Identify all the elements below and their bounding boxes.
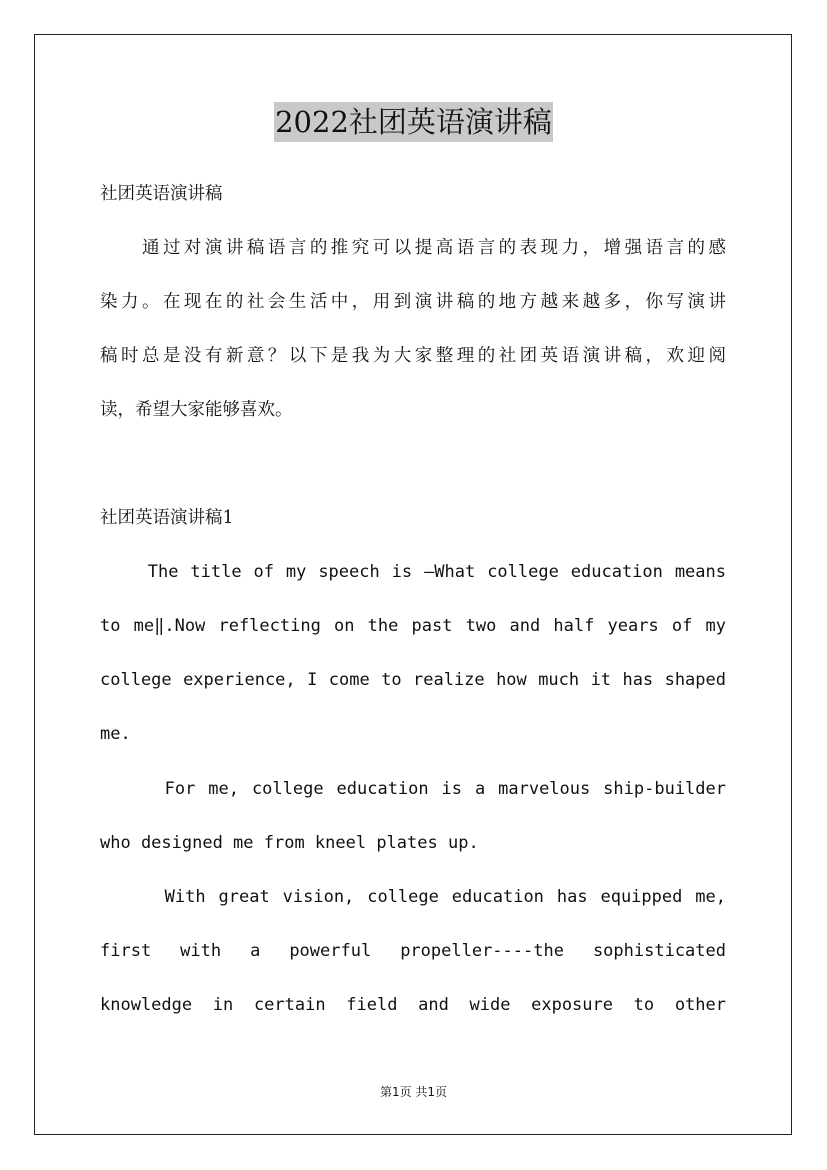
title-container: [0, 102, 827, 142]
document-subtitle: 社团英语演讲稿: [100, 184, 223, 204]
document-title: 2022社团英语演讲稿: [274, 102, 553, 142]
body-line: knowledge in certain field and wide exposure to other: [100, 995, 726, 1015]
body-line: who designed me from kneel plates up.: [100, 833, 479, 853]
intro-line: 染力。在现在的社会生活中，用到演讲稿的地方越来越多，你写演讲: [100, 292, 726, 312]
body-line: first with a powerful propeller----the sophisticated: [100, 941, 726, 961]
body-line: For me, college education is a marvelous ship-builder: [100, 779, 726, 799]
body-line: to me‖.Now reflecting on the past two and half years of my: [100, 616, 726, 636]
page-footer: 第1页 共1页: [379, 1085, 448, 1099]
section-heading: 社团英语演讲稿1: [100, 508, 234, 528]
intro-line: 读，希望大家能够喜欢。: [100, 400, 293, 420]
body-line: The title of my speech is —What college education means: [100, 562, 726, 582]
body-line: With great vision, college education has equipped me,: [100, 887, 726, 907]
body-line: me.: [100, 724, 131, 744]
body-line: college experience, I come to realize how much it has shaped: [100, 670, 726, 690]
intro-line: 稿时总是没有新意？以下是我为大家整理的社团英语演讲稿，欢迎阅: [100, 346, 726, 366]
intro-line: 通过对演讲稿语言的推究可以提高语言的表现力，增强语言的感: [100, 238, 726, 258]
